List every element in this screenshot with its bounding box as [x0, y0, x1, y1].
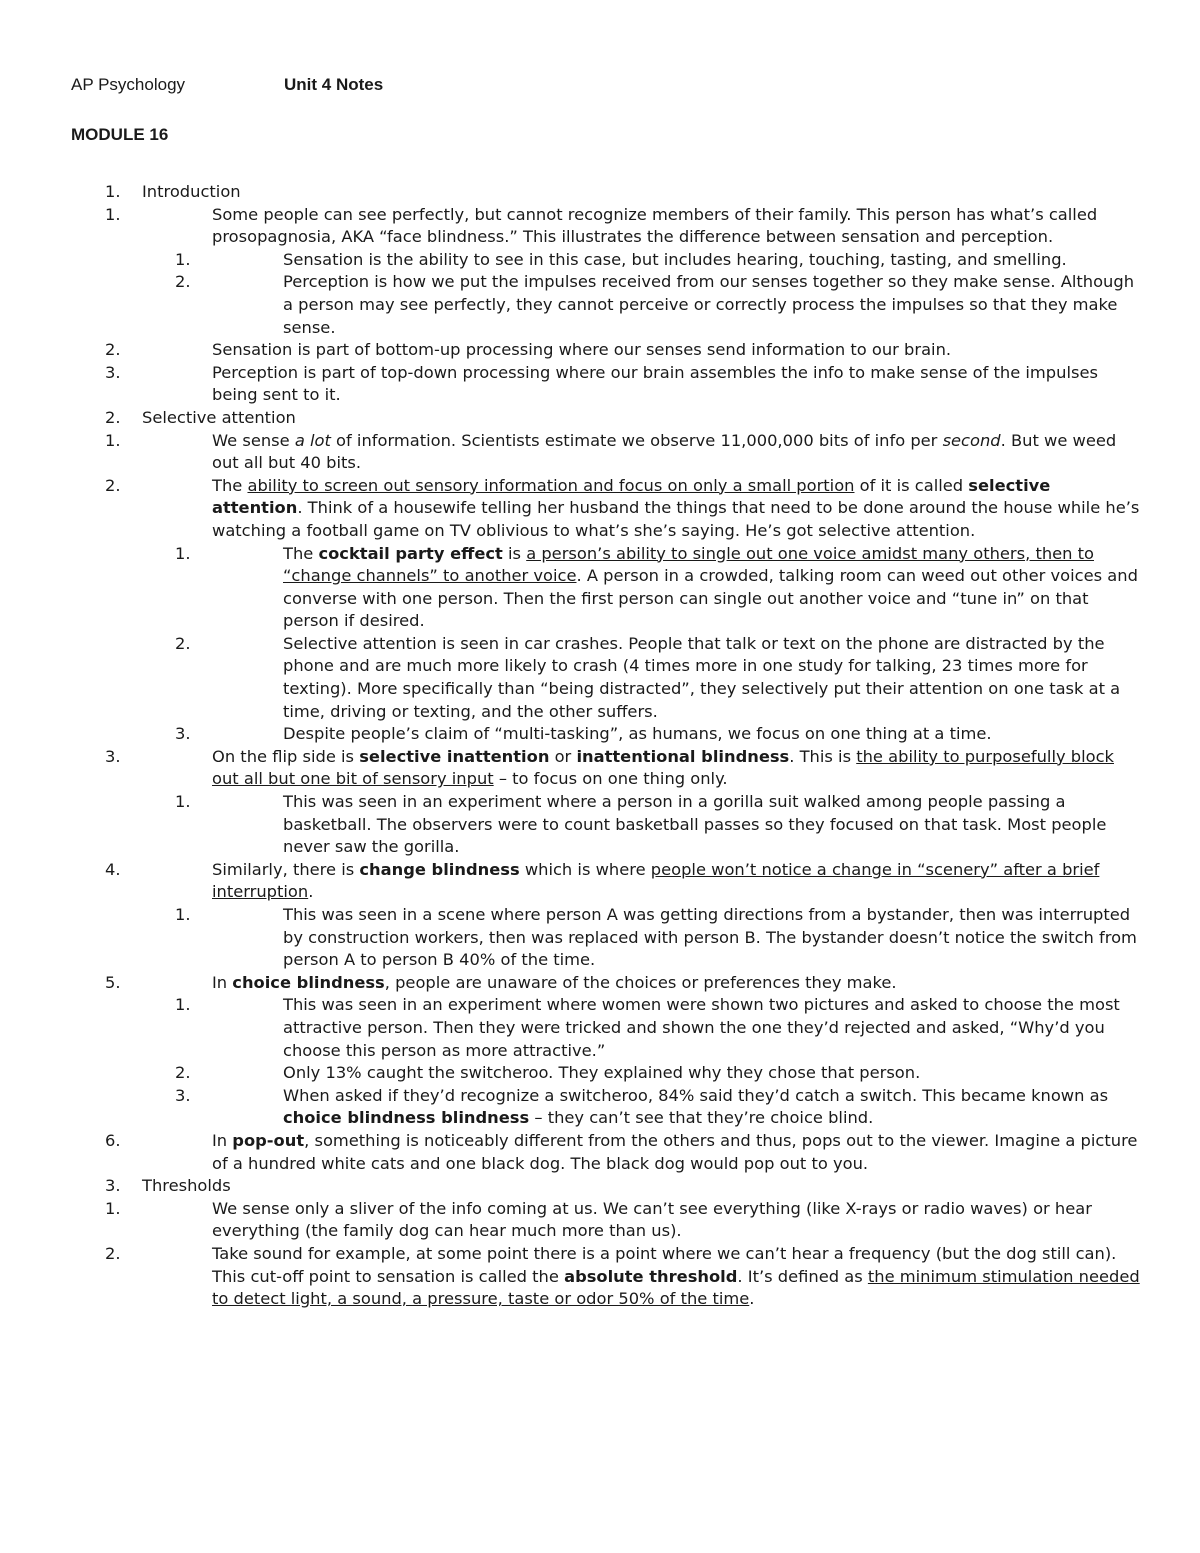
item-text: . It’s defined as: [737, 1266, 868, 1286]
sublist: [175, 543, 1140, 746]
item-text: Take sound for example, at some point there is a point where we can’t hear a frequency (but the dog still can). This cut-off point to sensation is called the: [212, 1243, 1117, 1286]
sublist: [0, 1198, 1140, 1311]
key-term: change blindness: [359, 859, 520, 879]
key-term: cocktail party effect: [318, 543, 503, 563]
key-term: selective inattention: [359, 746, 550, 766]
list-item: [105, 362, 1140, 407]
list-number: 1.: [105, 1198, 121, 1218]
item-text: This was seen in a scene where person A was getting directions from a bystander, then was interrupted by construction workers, then was replaced with person B. The bystander doesn’t notice the switch from person A to person B 40% of the time.: [283, 905, 1137, 970]
item-text: Despite people’s claim of “multi-tasking”, as humans, we focus on one thing at a time.: [283, 724, 992, 744]
list-number: 3.: [105, 746, 121, 766]
list-number: 3.: [105, 1176, 121, 1196]
list-item: [175, 271, 1140, 339]
item-text: Sensation is the ability to see in this case, but includes hearing, touching, tasting, and smelling.: [283, 249, 1067, 269]
item-text: – to focus on one thing only.: [493, 769, 728, 789]
list-number: 2.: [105, 475, 121, 495]
sublist: [175, 994, 1140, 1130]
item-text: . A person in a crowded, talking room can weed out other voices and converse with one person. Then the first person can single out another voice and “tune in” on that person if desired.: [283, 566, 1138, 631]
underlined-definition: the ability to purposefully block out all but one bit of sensory input: [212, 746, 1114, 789]
list-number: 1.: [175, 995, 191, 1015]
item-text: – they can’t see that they’re choice blind.: [529, 1108, 874, 1128]
list-number: 1.: [105, 182, 121, 201]
item-text: is: [502, 543, 527, 563]
item-text: This was seen in an experiment where women were shown two pictures and asked to choose the most attractive person. Then they were tricked and shown the one they’d rejected and asked, “Why’d you choose this person as more attractive.”: [283, 995, 1120, 1060]
item-text: of information. Scientists estimate we observe 11,000,000 bits of info per: [330, 430, 943, 450]
outline-list: [0, 181, 1200, 1311]
item-text: The: [283, 543, 319, 563]
list-item: [105, 1198, 1140, 1243]
underlined-definition: people won’t notice a change in “scenery” after a brief interruption: [212, 859, 1100, 902]
list-item: [105, 339, 1140, 362]
item-text: or: [549, 746, 577, 766]
list-item: [105, 204, 1140, 340]
section-selective-attention: [0, 407, 1200, 1175]
sublist: [175, 249, 1140, 339]
list-item: [175, 1085, 1140, 1130]
list-number: 4.: [105, 859, 121, 879]
sublist: [0, 430, 1140, 1176]
list-item: [175, 723, 1140, 746]
sublist: [0, 204, 1140, 407]
list-number: 3.: [105, 362, 121, 382]
list-number: 1.: [175, 905, 191, 924]
list-item: [105, 1243, 1140, 1311]
item-text: In: [212, 1130, 233, 1150]
list-number: 3.: [175, 724, 191, 744]
key-term: choice blindness: [232, 972, 385, 992]
item-text: .: [308, 882, 314, 902]
item-text: Some people can see perfectly, but cannot recognize members of their family. This person has what’s called prosopagnosia, AKA “face blindness.” This illustrates the difference between sensation and perception.: [212, 204, 1098, 247]
item-text: The: [212, 475, 248, 495]
list-number: 1.: [175, 792, 191, 812]
item-text: Selective attention is seen in car crashes. People that talk or text on the phone are distracted by the phone and are much more likely to crash (4 times more in one study for talking, 23 times more for texting). More specifically than “being distracted”, they selectively put their attention on one task at a time, driving or texting, and the other suffers.: [283, 633, 1121, 721]
list-number: 1.: [175, 543, 191, 563]
list-item: [105, 430, 1140, 475]
item-text: When asked if they’d recognize a switcheroo, 84% said they’d catch a switch. This became known as: [283, 1085, 1109, 1105]
list-item: [175, 1062, 1140, 1085]
item-text: Sensation is part of bottom-up processing where our senses send information to our brain.: [212, 340, 952, 360]
underlined-definition: a person’s ability to single out one voice amidst many others, then to “change channels” to another voice: [283, 543, 1094, 586]
underlined-definition: ability to screen out sensory information and focus on only a small portion: [247, 475, 855, 495]
list-number: 3.: [175, 1085, 191, 1105]
key-term: choice blindness blindness: [283, 1108, 530, 1128]
list-item: [175, 543, 1140, 633]
item-text: This was seen in an experiment where a person in a gorilla suit walked among people passing a basketball. The observers were to count basketball passes so they focused on that task. Most people never saw the gorilla.: [283, 792, 1107, 857]
notes-body: [0, 181, 1200, 1311]
list-number: 2.: [175, 633, 191, 653]
list-item: [105, 972, 1140, 1130]
item-text: . Think of a housewife telling her husband the things that need to be done around the house while he’s watching a football game on TV oblivious to what’s she’s saying. He’s got selective attention.: [212, 498, 1140, 540]
list-number: 2.: [105, 407, 121, 427]
list-number: 1.: [105, 430, 121, 450]
item-text: which is where: [519, 859, 651, 879]
course-title: AP Psychology: [71, 75, 186, 94]
section-thresholds: [0, 1175, 1200, 1311]
item-text: , something is noticeably different from the others and thus, pops out to the viewer. Imagine a picture of a hundred white cats and one black dog. The black dog would pop out to you.: [212, 1130, 1138, 1173]
list-number: 6.: [105, 1130, 121, 1150]
emphasis-text: second: [942, 430, 1001, 450]
list-number: 2.: [105, 1243, 121, 1263]
list-item: [175, 994, 1140, 1062]
list-number: 5.: [105, 972, 121, 992]
list-item: [105, 746, 1140, 859]
sublist: [175, 904, 1140, 972]
module-heading: MODULE 16: [71, 125, 169, 144]
key-term: inattentional blindness: [576, 746, 790, 766]
list-number: 1.: [105, 204, 121, 224]
sublist: [175, 791, 1140, 859]
item-text: , people are unaware of the choices or preferences they make.: [384, 972, 897, 992]
item-text: Only 13% caught the switcheroo. They explained why they chose that person.: [283, 1063, 921, 1083]
item-text: . This is: [789, 746, 857, 766]
list-number: 2.: [175, 272, 191, 292]
key-term: absolute threshold: [564, 1266, 738, 1286]
list-number: 2.: [175, 1063, 191, 1083]
unit-title: Unit 4 Notes: [284, 75, 384, 94]
list-item: [105, 1130, 1140, 1175]
item-text: On the flip side is: [212, 746, 360, 766]
list-item: [105, 859, 1140, 972]
list-number: 2.: [105, 340, 121, 360]
item-text: . But we weed out all but 40 bits.: [212, 430, 1117, 473]
section-title: Introduction: [142, 182, 241, 201]
item-text: We sense only a sliver of the info coming at us. We can’t see everything (like X-rays or radio waves) or hear everything (the family dog can hear much more than us).: [212, 1198, 1092, 1241]
list-number: 1.: [175, 249, 191, 269]
item-text: In: [212, 972, 233, 992]
list-item: [175, 791, 1140, 859]
item-text: Perception is part of top-down processing where our brain assembles the info to make sense of the impulses being sent to it.: [212, 362, 1098, 405]
section-title: Selective attention: [142, 407, 296, 427]
item-text: Similarly, there is: [212, 859, 360, 879]
section-introduction: [0, 181, 1200, 407]
key-term: selective attention: [212, 475, 1051, 518]
item-text: of it is called: [854, 475, 969, 495]
item-text: Perception is how we put the impulses received from our senses together so they make sense. Although a person may see perfectly, they cannot perceive or correctly process the impulses so that they make sense.: [283, 272, 1135, 337]
section-title: Thresholds: [142, 1176, 231, 1196]
key-term: pop-out: [232, 1130, 305, 1150]
list-item: [105, 475, 1140, 746]
list-item: [175, 249, 1140, 272]
item-text: We sense: [212, 430, 295, 450]
list-item: [175, 633, 1140, 723]
emphasis-text: a lot: [294, 430, 331, 450]
underlined-definition: the minimum stimulation needed to detect light, a sound, a pressure, taste or odor 50% of the time: [212, 1266, 1140, 1309]
list-item: [175, 904, 1140, 972]
item-text: .: [749, 1289, 755, 1309]
